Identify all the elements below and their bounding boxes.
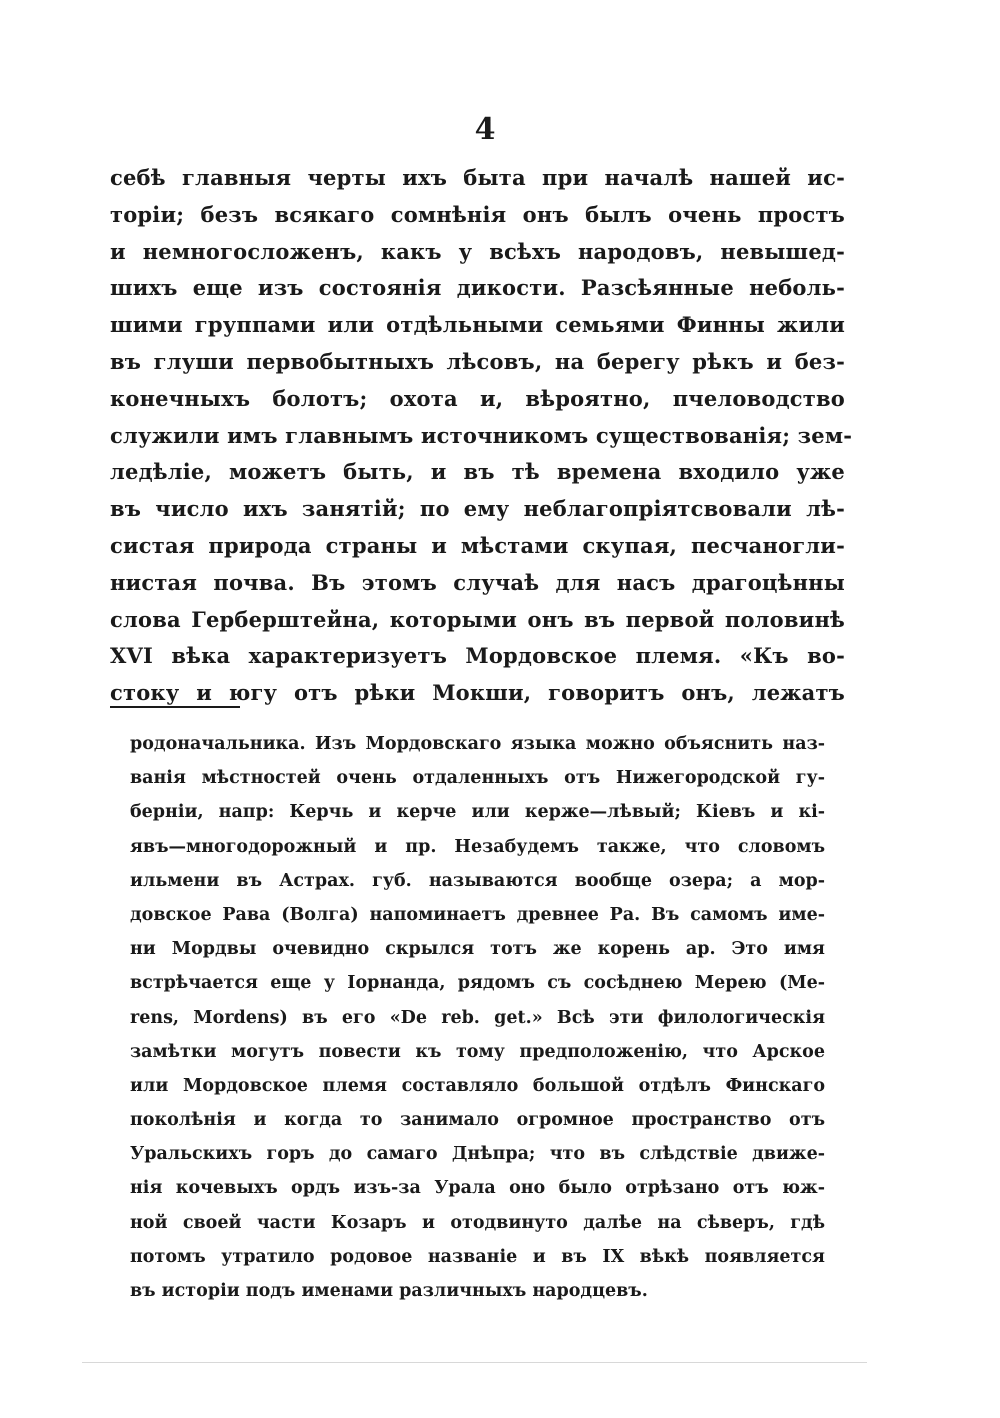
footnote-line: Уральскихъ горъ до самаго Днѣпра; что въ слѣдствіе движе- <box>130 1144 825 1165</box>
main-text-line: въ глуши первобытныхъ лѣсовъ, на берегу рѣкъ и без- <box>110 348 845 374</box>
footnote-line: ни Мордвы очевидно скрылся тотъ же корень ар. Это имя <box>130 939 825 960</box>
main-text-line: слова Герберштейна, которыми онъ въ первой половинѣ <box>110 606 845 632</box>
main-text-line: систая природа страны и мѣстами скупая, песчаногли- <box>110 532 845 558</box>
footnote-line: родоначальника. Изъ Мордовскаго языка можно объяснить наз- <box>130 734 825 754</box>
main-text-line: въ число ихъ занятій; по ему неблагопріятсвовали лѣ- <box>110 496 845 522</box>
footnote-line: явъ—многодорожный и пр. Незабудемъ также, что словомъ <box>130 836 825 857</box>
main-text-line: и немногосложенъ, какъ у всѣхъ народовъ, невышед- <box>110 238 845 264</box>
main-text-line: шихъ еще изъ состоянія дикости. Разсѣянные неболь- <box>110 275 845 301</box>
main-text-line: ледѣліе, можетъ быть, и въ тѣ времена входило уже <box>110 459 845 485</box>
footnote-line: потомъ утратило родовое названіе и въ IX вѣкѣ появляется <box>130 1246 825 1267</box>
footnote-line: берніи, напр: Керчь и керче или керже—лѣвый; Кіевъ и кі- <box>130 802 825 823</box>
main-text-line: XVI вѣка характеризуетъ Мордовское племя. «Къ во- <box>110 643 845 669</box>
footnote-line: rens, Mordens) въ его «De reb. get.» Всѣ эти филологическія <box>130 1007 825 1028</box>
main-text-line: торіи; безъ всякаго сомнѣнія онъ былъ очень простъ <box>110 201 845 227</box>
page-number: 4 <box>474 112 496 147</box>
main-text-line: себѣ главныя черты ихъ быта при началѣ нашей ис- <box>110 165 845 190</box>
footnote-line: нія кочевыхъ ордъ изъ-за Урала оно было отрѣзано отъ юж- <box>130 1178 825 1199</box>
footnote-line: въ исторіи подъ именами различныхъ народцевъ. <box>130 1281 648 1301</box>
main-text-line: стоку и югу отъ рѣки Мокши, говоритъ онъ, лежатъ <box>110 680 845 706</box>
footnote <box>130 727 825 1308</box>
footnote-line: довское Рава (Волга) напоминаетъ древнее Ра. Въ самомъ име- <box>130 904 825 925</box>
footnote-line: ванія мѣстностей очень отдаленныхъ отъ Нижегородской гу- <box>130 768 825 789</box>
page-bottom-rule <box>82 1362 867 1363</box>
main-text <box>110 160 853 712</box>
footnote-line: замѣтки могутъ повести къ тому предположенію, что Арское <box>130 1041 825 1062</box>
main-text-line: конечныхъ болотъ; охота и, вѣроятно, пчеловодство <box>110 385 845 411</box>
main-text-line: шими группами или отдѣльными семьями Финны жили <box>110 312 845 338</box>
main-text-line: нистая почва. Въ этомъ случаѣ для насъ драгоцѣнны <box>110 569 845 595</box>
footnote-line: ильмени въ Астрах. губ. называются вообще озера; а мор- <box>130 870 825 891</box>
main-text-line: служили имъ главнымъ источникомъ существованія; зем- <box>110 422 853 448</box>
footnote-line: встрѣчается еще у Іорнанда, рядомъ съ сосѣднею Мерею (Me- <box>130 973 825 994</box>
footnote-line: поколѣнія и когда то занимало огромное пространство отъ <box>130 1110 825 1131</box>
footnote-divider <box>110 706 240 708</box>
footnote-line: или Мордовское племя составляло большой отдѣлъ Финскаго <box>130 1075 825 1096</box>
footnote-line: ной своей части Козаръ и отодвинуто далѣе на сѣверъ, гдѣ <box>130 1212 825 1233</box>
